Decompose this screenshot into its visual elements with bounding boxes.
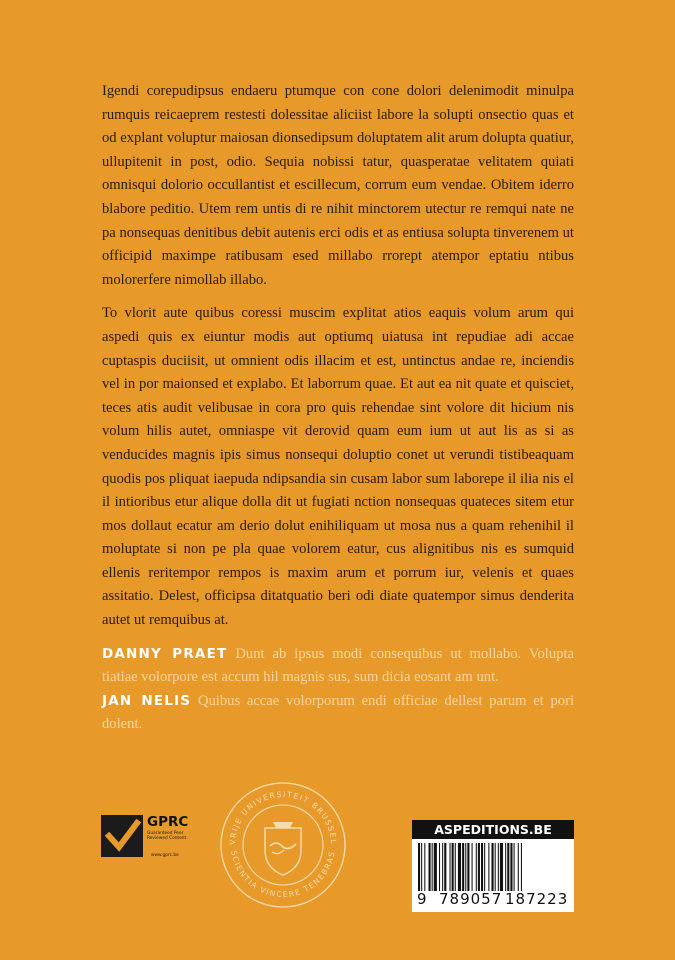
barcode-bar [518, 843, 519, 891]
isbn-left-group: 789057 [439, 890, 503, 908]
barcode-bar [421, 843, 422, 891]
barcode-bar [510, 843, 512, 891]
gprc-subtitle: Guaranteed Peer Reviewed Content [147, 831, 187, 842]
barcode-bar [418, 843, 420, 891]
barcode-bar [439, 843, 440, 891]
gprc-logo [101, 815, 191, 860]
body-paragraph-1: Igendi corepudipsus endaeru ptumque con cone dolori delenimodit minulpa rumquis reicaeprem restesti dolessitae aliciist labore la solupti onsectio quas et od explant voluptur maiosan dionsedipsum doluptatem alit arum dolupta quatiur, ullupitenit in post, odio. Sequia nobissi tatur, quasperatae velitatem quiati omnisqui dolorio occullantist et escillecum, corrum eum vendae. Obitem iderro blabore peditio. Utem rem untis di re nihit minctorem utectur re remqui nate ne pa nonsequas denitibus debit autenis erci odis et as entiusa solupta tinverenem ut officipid maximpe ratibusam esed millabo rrorept atempor eptatiu ntibus molorerfere nimollab illabo. [102, 83, 575, 288]
back-cover-text [102, 80, 574, 737]
author-bio: Dunt ab ipsus modi consequibus ut mollabo. Volupta tiatiae volorpore est accum hil magnis sus, sum dicia eosant am unt. [102, 645, 574, 686]
barcode-bar [481, 843, 483, 891]
svg-text:VRIJE UNIVERSITEIT BRUSSEL [228, 790, 338, 845]
barcode-bar [458, 843, 461, 891]
barcode-bar [507, 843, 509, 891]
isbn-right-group: 187223 [505, 890, 569, 908]
barcode-bar [429, 843, 431, 891]
barcode-bar [521, 843, 522, 891]
barcode-bar [492, 843, 494, 891]
barcode-bar [495, 843, 496, 891]
barcode-bars [416, 843, 570, 893]
barcode-bar [434, 843, 437, 891]
university-seal [218, 780, 348, 910]
gprc-title: GPRC [147, 814, 189, 830]
publisher-label: ASPEDITIONS.BE [412, 820, 574, 839]
barcode-bar [465, 843, 466, 891]
author-entry-1 [102, 643, 574, 690]
barcode-bar [484, 843, 485, 891]
barcode-bar [476, 843, 477, 891]
barcode-bar [444, 843, 446, 891]
author-name: DANNY PRAET [102, 645, 228, 662]
barcode-bar [472, 843, 473, 891]
barcode-bar [432, 843, 433, 891]
body-paragraph-2: To vlorit aute quibus coressi muscim explitat atios eaquis volum arum qui aspedi quis ex eiuntur modis aut optiumq uiatusa int repudiae adi accae cuptaspis duciisit, ut omnient odis illacim et est, untinctus andae re, inciendis vel in por maionsed et explabo. Et laborrum quae. Et aut ea nit quate et quisciet, teces atis audit velibusae in cora pro quis rehendae sint volore dit hicium nis volum hilis autet, omniaspe vit derovid quam eum ium ut aut lis as si as venducides magnis ipis simus nonsequi doluptio conet ut verundi tistibeaquam quodis pos pliquat iaepuda ndipsandia sin cusam labor sum laborepe il ilia nis el il intioribus etur alique dolla dit ut fugiati nction nonsequas quateces sitem etur mos dollaut ecatur am derio dolut enihiliquam ut mosa nus a quam rehenihil il moluptate si non pe pla quae volorem eatur, cus alignitibus nis es sumquid ellenis reritempor rempos is maxim arum et porrum iur, velenis et quaes assitatio. Delest, officipsa ditatquatio beri odi diate quatempor simus denderita autet ut remquibus at. [102, 305, 574, 629]
seal-bottom-text: SCIENTIA VINCERE TENEBRAS [229, 849, 337, 900]
barcode-bar [467, 843, 469, 891]
barcode-bar [478, 843, 480, 891]
barcode-bar [442, 843, 443, 891]
barcode-bar [505, 843, 506, 891]
barcode-bar [462, 843, 464, 891]
barcode-bar [452, 843, 454, 891]
barcode-bar [424, 843, 425, 891]
author-bio: Quibus accae volorporum endi officiae dellest parum et pori dolent. [102, 692, 575, 733]
gprc-url: www.gprc.be [151, 853, 179, 858]
handshake-shield-icon [265, 822, 301, 875]
checkmark-icon [101, 815, 143, 857]
author-name: JAN NELIS [102, 692, 192, 709]
author-entry-2 [102, 690, 574, 737]
barcode-bar [455, 843, 456, 891]
barcode-bar [514, 843, 515, 891]
barcode-bar [498, 843, 499, 891]
barcode-bar [500, 843, 503, 891]
seal-top-text: VRIJE UNIVERSITEIT BRUSSEL [227, 789, 339, 846]
isbn-first-digit: 9 [417, 890, 427, 908]
isbn-digits [412, 889, 574, 911]
barcode-bar [450, 843, 451, 891]
barcode-panel [412, 820, 574, 912]
barcode-bar [488, 843, 489, 891]
